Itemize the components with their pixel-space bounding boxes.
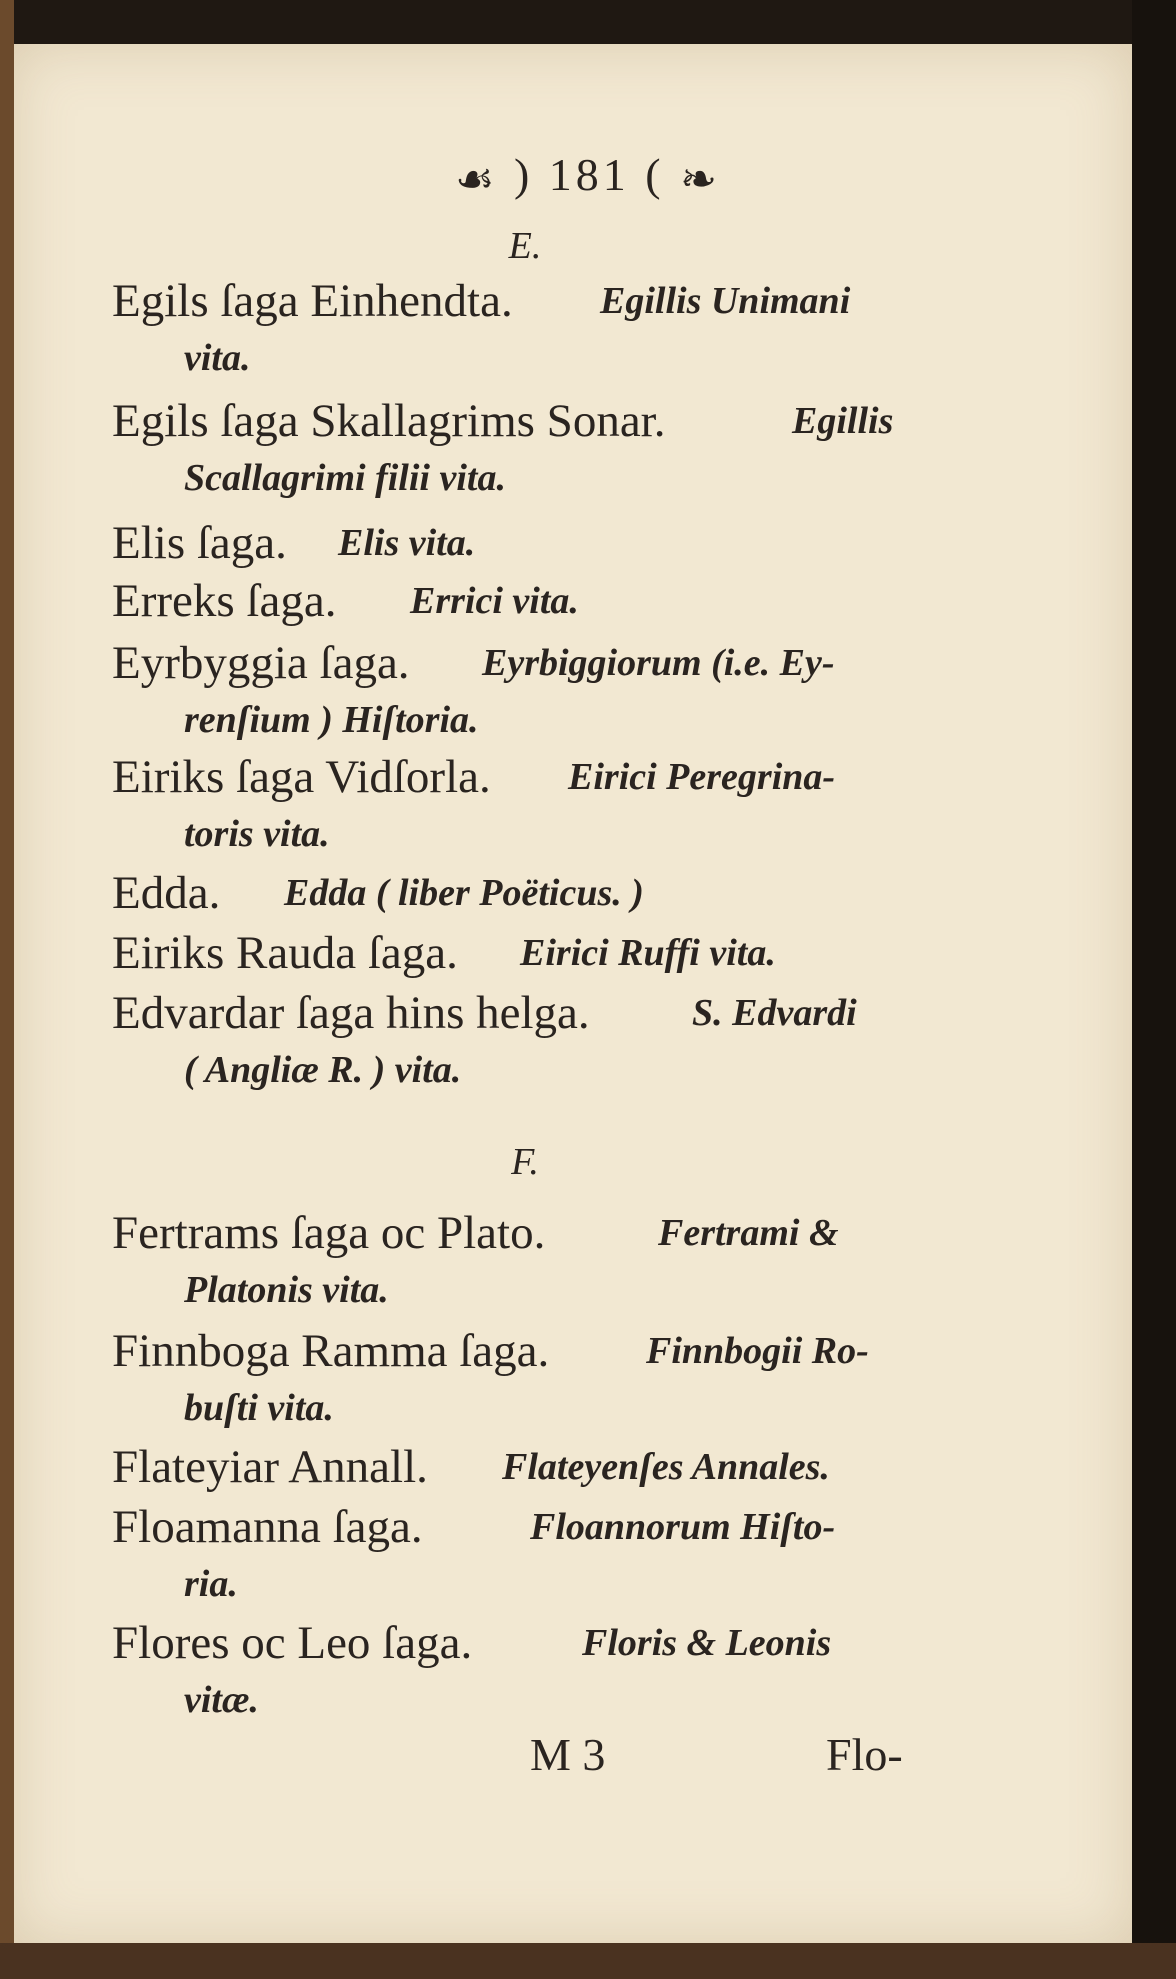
entry-latin-continuation: ria. xyxy=(184,1563,238,1605)
entry-latin-title: Egillis Unimani xyxy=(600,280,851,322)
entry-icelandic-title: Eiriks Rauda ſaga. xyxy=(112,927,458,979)
book-gutter-top xyxy=(0,0,1176,48)
entry-icelandic-title: Finnboga Ramma ſaga. xyxy=(112,1325,550,1377)
entry-icelandic-title: Elis ſaga. xyxy=(112,517,287,569)
entry-latin-title: Elis vita. xyxy=(338,522,476,564)
entry-egils-skallagrims xyxy=(112,390,912,504)
entry-latin-title: Floris & Leonis xyxy=(582,1622,832,1664)
entry-icelandic-title: Flateyiar Annall. xyxy=(112,1441,428,1493)
page-number: ) 181 ( xyxy=(513,149,665,200)
entry-latin-title: Egillis xyxy=(792,400,894,442)
entry-latin-title: Flateyenſes Annales. xyxy=(502,1446,830,1488)
running-header xyxy=(0,148,1176,205)
entry-latin-continuation: buſti vita. xyxy=(184,1387,334,1429)
entry-latin-title: Eirici Ruffi vita. xyxy=(520,932,776,974)
entry-latin-continuation: vitæ. xyxy=(184,1679,259,1721)
entry-icelandic-title: Edda. xyxy=(112,867,221,919)
entry-eiriks-vidsorla xyxy=(112,746,912,860)
entry-latin-continuation: renſium ) Hiſtoria. xyxy=(184,699,479,741)
entry-latin-title: Eyrbiggiorum (i.e. Ey- xyxy=(482,642,835,684)
entry-latin-title: S. Edvardi xyxy=(692,992,857,1034)
entry-edda xyxy=(112,862,912,924)
book-bottom-edge xyxy=(0,1943,1176,1979)
entry-latin-continuation: ( Angliæ R. ) vita. xyxy=(184,1049,462,1091)
book-spine-edge xyxy=(0,0,14,1979)
entry-latin-continuation: Platonis vita. xyxy=(184,1269,389,1311)
entry-latin-title: Finnbogii Ro- xyxy=(646,1330,869,1372)
entry-icelandic-title: Edvardar ſaga hins helga. xyxy=(112,987,590,1039)
entry-latin-title: Errici vita. xyxy=(410,580,579,622)
entry-icelandic-title: Flores oc Leo ſaga. xyxy=(112,1617,473,1669)
entry-egils-einhendta xyxy=(112,270,912,384)
entry-eyrbyggia xyxy=(112,632,912,746)
entry-icelandic-title: Egils ſaga Skallagrims Sonar. xyxy=(112,395,666,447)
entry-latin-title: Fertrami & xyxy=(658,1212,839,1254)
entry-latin-title: Eirici Peregrina- xyxy=(568,756,836,798)
entry-finnboga xyxy=(112,1320,912,1434)
entry-icelandic-title: Floamanna ſaga. xyxy=(112,1501,423,1553)
entry-icelandic-title: Fertrams ſaga oc Plato. xyxy=(112,1207,546,1259)
entry-fertrams xyxy=(112,1202,912,1316)
entry-icelandic-title: Erreks ſaga. xyxy=(112,575,337,627)
entry-edvardar xyxy=(112,982,912,1096)
section-letter-e: E. xyxy=(508,225,542,267)
entry-latin-continuation: Scallagrimi filii vita. xyxy=(184,457,506,499)
entry-icelandic-title: Eyrbyggia ſaga. xyxy=(112,637,410,689)
entry-floamanna xyxy=(112,1496,912,1610)
left-ornament-icon: ☙ xyxy=(455,154,499,204)
entry-icelandic-title: Eiriks ſaga Vidſorla. xyxy=(112,751,491,803)
entry-latin-title: Edda ( liber Poëticus. ) xyxy=(284,872,644,914)
right-ornament-icon: ❧ xyxy=(680,154,721,204)
signature-mark: M 3 xyxy=(530,1729,606,1780)
entry-latin-title: Floannorum Hiſto- xyxy=(530,1506,836,1548)
entry-elis xyxy=(112,512,912,574)
section-letter-f: F. xyxy=(511,1141,539,1183)
entry-eiriks-rauda xyxy=(112,922,912,984)
entry-flores-leo xyxy=(112,1612,912,1726)
entry-icelandic-title: Egils ſaga Einhendta. xyxy=(112,275,513,327)
catchword: Flo- xyxy=(826,1729,903,1780)
entry-latin-continuation: toris vita. xyxy=(184,813,330,855)
entry-latin-continuation: vita. xyxy=(184,337,251,379)
entry-flateyiar xyxy=(112,1436,912,1498)
book-fore-edge xyxy=(1132,0,1176,1979)
entry-erreks xyxy=(112,570,912,632)
